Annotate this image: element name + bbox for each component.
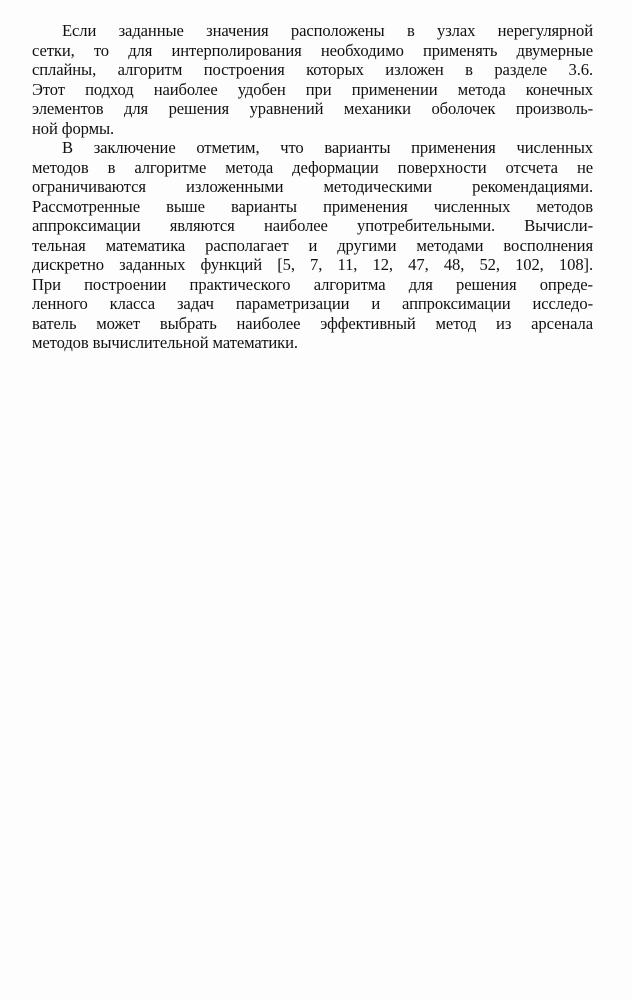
paragraph-2-line: тельная математика располагает и другими методами восполнения: [32, 235, 593, 255]
paragraph-2: [32, 138, 593, 353]
paragraph-2-line: дискретно заданных функций [5, 7, 11, 12, 47, 48, 52, 102, 108].: [32, 255, 593, 274]
paragraph-2-line: аппроксимации являются наиболее употребительными. Вычисли-: [32, 216, 593, 235]
paragraph-1-line: сплайны, алгоритм построения которых изложен в разделе 3.6.: [32, 60, 593, 79]
paragraph-1-line: Этот подход наиболее удобен при применении метода конечных: [32, 79, 593, 99]
paragraph-1-line: элементов для решения уравнений механики оболочек произволь-: [32, 99, 593, 118]
paragraph-1-line: Если заданные значения расположены в узлах нерегулярной: [62, 21, 593, 40]
paragraph-2-line: Рассмотренные выше варианты применения численных методов: [32, 196, 593, 216]
paragraph-1-line: сетки, то для интерполирования необходимо применять двумерные: [32, 40, 593, 60]
paragraph-2-line: методов в алгоритме метода деформации поверхности отсчета не: [32, 157, 593, 177]
paragraph-2-line: При построении практического алгоритма для решения опреде-: [32, 274, 593, 294]
paragraph-1-line: ной формы.: [32, 118, 115, 138]
paragraph-2-line: ограничиваются изложенными методическими рекомендациями.: [32, 177, 593, 196]
paragraph-1: [32, 21, 593, 138]
body-text: [32, 21, 593, 353]
paragraph-2-line: ватель может выбрать наиболее эффективный метод из арсенала: [32, 313, 593, 333]
paragraph-2-line: ленного класса задач параметризации и аппроксимации исследо-: [32, 294, 593, 313]
paragraph-2-line: В заключение отметим, что варианты применения численных: [62, 138, 593, 157]
paragraph-2-line: методов вычислительной математики.: [32, 333, 298, 352]
